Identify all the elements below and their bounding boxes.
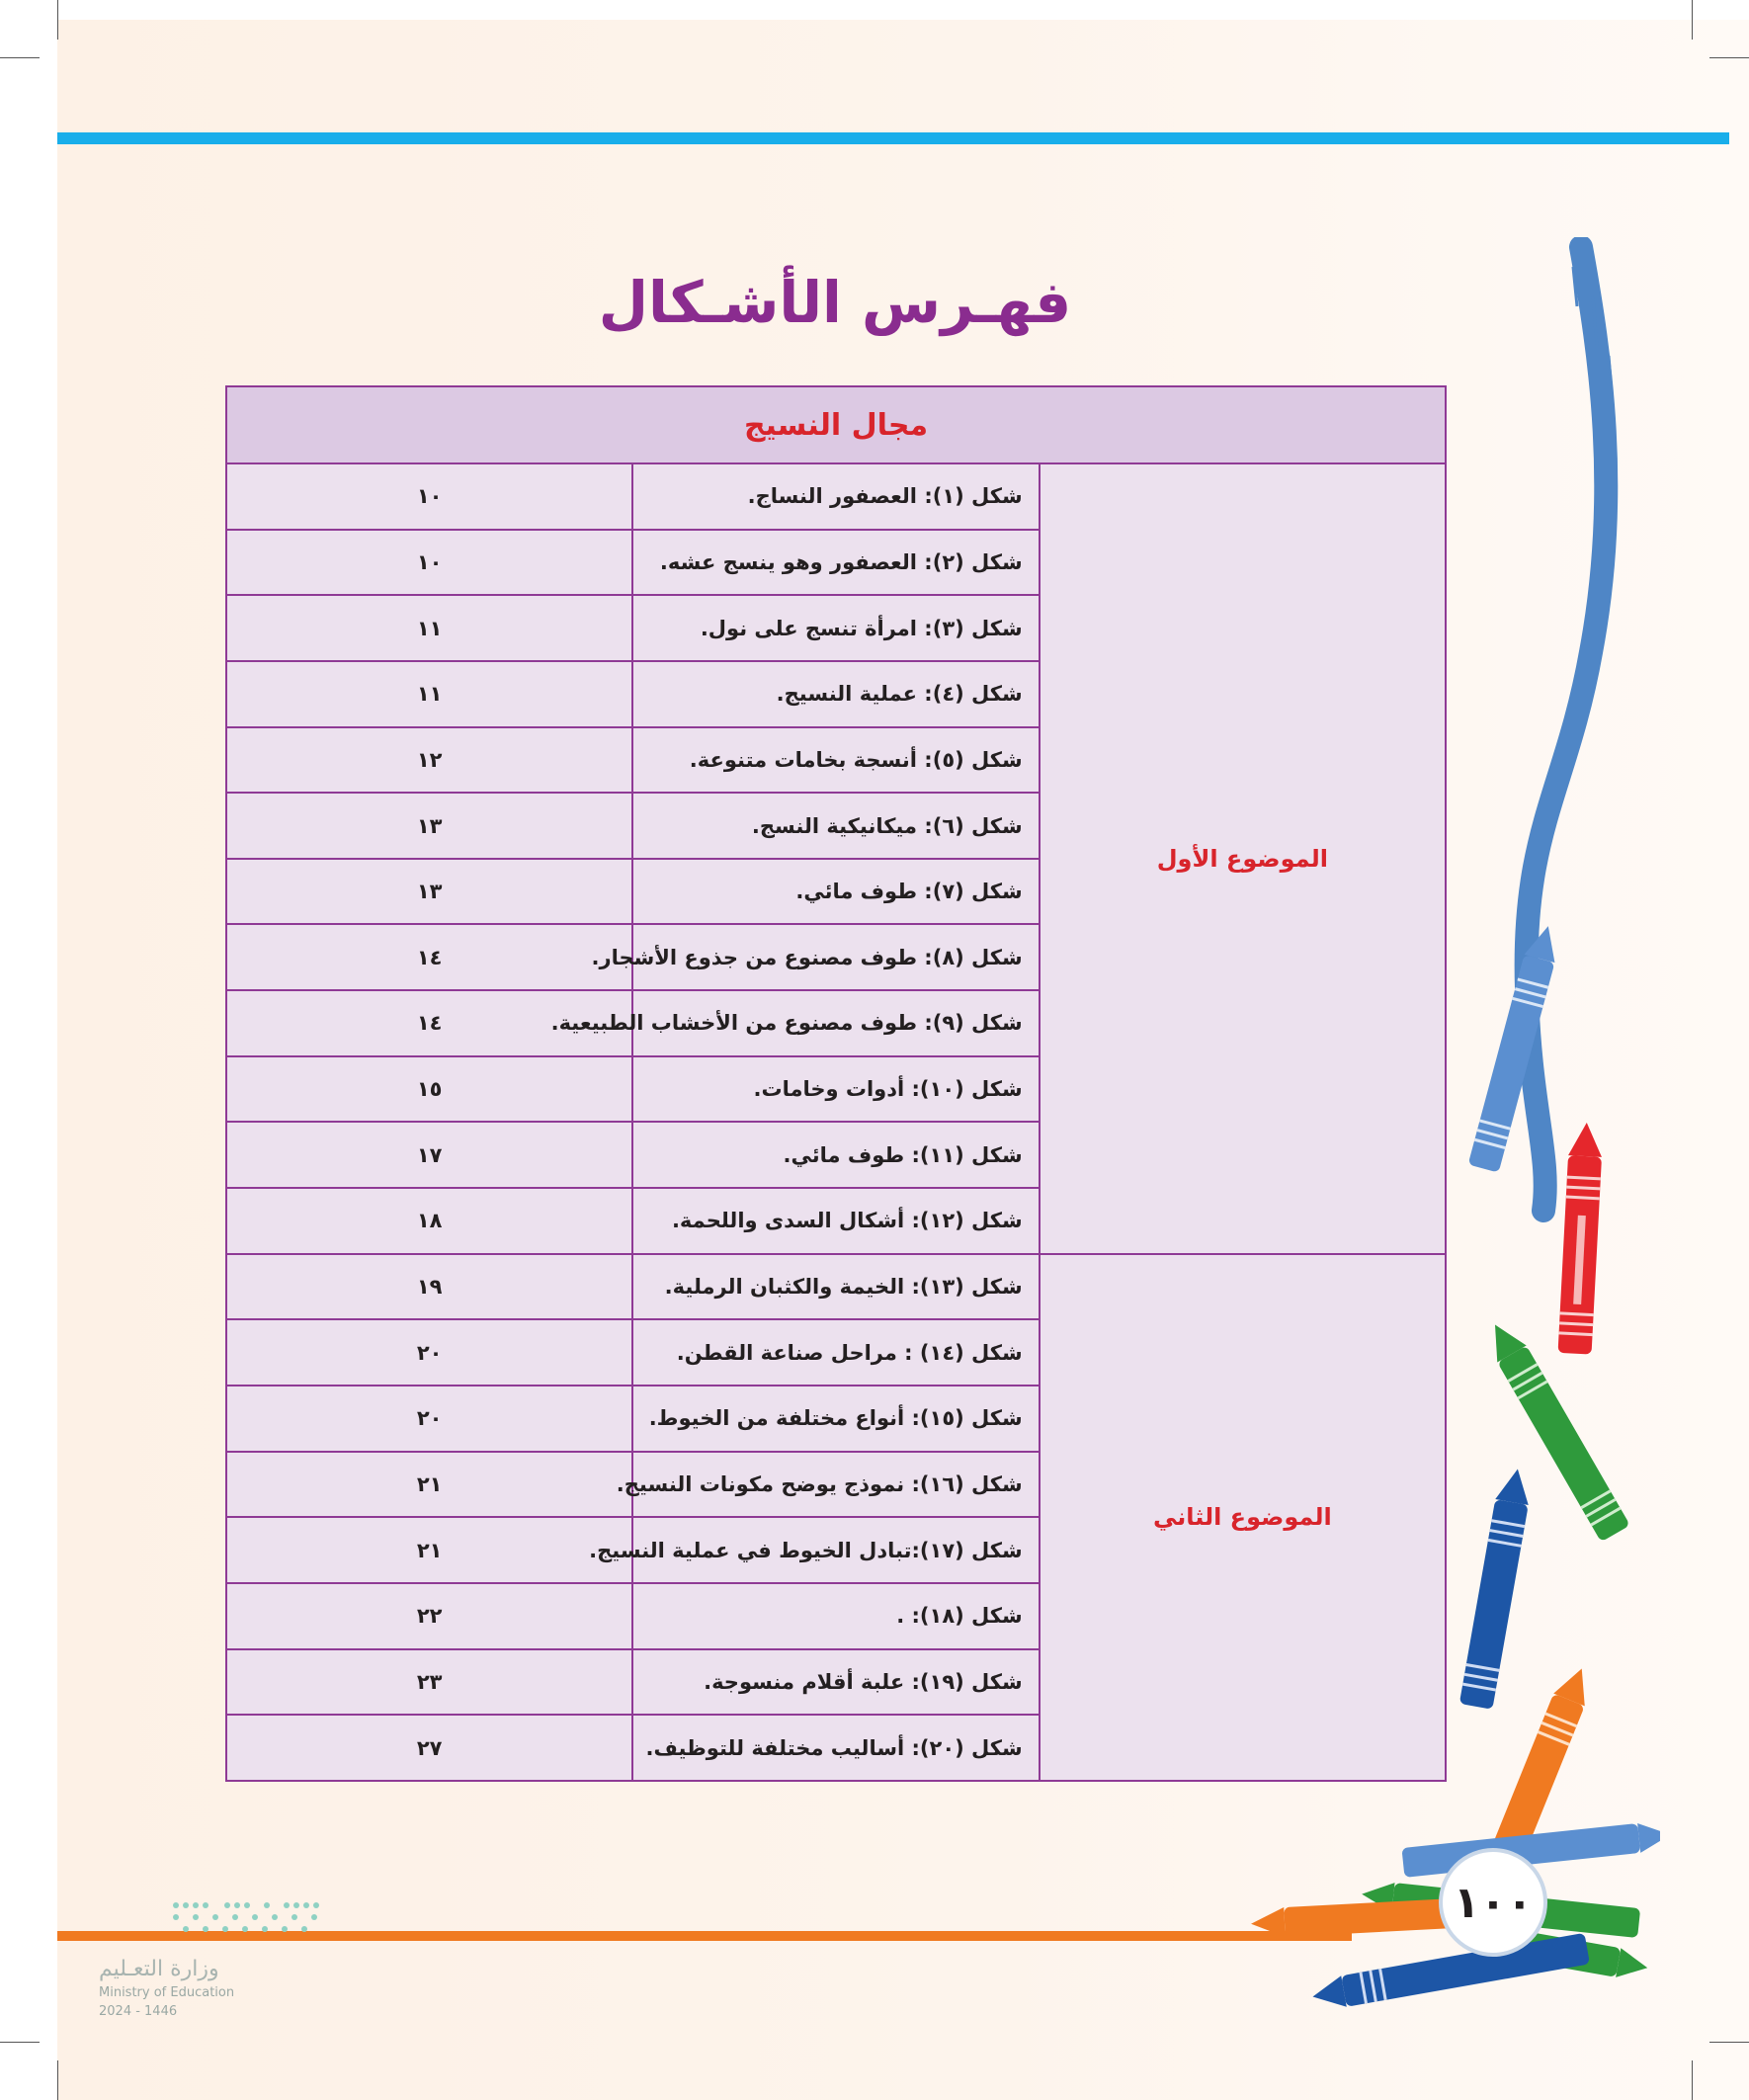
figure-caption: شكل (٢٠): أساليب مختلفة للتوظيف. [632, 1715, 1039, 1781]
figure-caption: شكل (١٩): علبة أقلام منسوجة. [632, 1649, 1039, 1716]
figure-caption: شكل (٩): طوف مصنوع من الأخشاب الطبيعية. [632, 990, 1039, 1056]
crop-mark [0, 2042, 40, 2043]
ministry-logo-icon [168, 1895, 326, 1943]
top-blue-rule [57, 132, 1729, 144]
crop-mark [1709, 2042, 1749, 2043]
figure-caption: شكل (٨): طوف مصنوع من جذوع الأشجار. [632, 924, 1039, 990]
topic-label: الموضوع الأول [1040, 463, 1446, 1254]
page-ref: ١٠ [226, 463, 632, 530]
dark-blue-crayon [1459, 1467, 1535, 1710]
crop-mark [57, 0, 58, 40]
ministry-name-ar: وزارة التعـليم [99, 1957, 219, 1981]
page-ref: ١١ [226, 595, 632, 661]
page-number: ١٠٠ [1439, 1848, 1547, 1957]
figure-caption: شكل (١٥): أنواع مختلفة من الخيوط. [632, 1386, 1039, 1452]
page-ref: ١١ [226, 661, 632, 727]
crop-mark [57, 2060, 58, 2100]
crop-mark [1709, 57, 1749, 58]
page-ref: ١٥ [226, 1056, 632, 1123]
figure-caption: شكل (١٢): أشكال السدى واللحمة. [632, 1188, 1039, 1254]
page-ref: ١٣ [226, 793, 632, 859]
figure-caption: شكل (١٠): أدوات وخامات. [632, 1056, 1039, 1123]
figure-caption: شكل (١٣): الخيمة والكثبان الرملية. [632, 1254, 1039, 1320]
page-ref: ٢١ [226, 1452, 632, 1518]
figure-caption: شكل (١٦): نموذج يوضح مكونات النسيج. [632, 1452, 1039, 1518]
figure-caption: شكل (٢): العصفور وهو ينسج عشه. [632, 530, 1039, 596]
page-ref: ١٤ [226, 990, 632, 1056]
red-crayon [1558, 1122, 1604, 1354]
figure-caption: شكل (١٧):تبادل الخيوط في عملية النسيج. [632, 1517, 1039, 1583]
paint-stroke [1527, 247, 1607, 1211]
figure-caption: شكل (٤): عملية النسيج. [632, 661, 1039, 727]
page-ref: ٢٠ [226, 1386, 632, 1452]
figure-caption: شكل (١٤) : مراحل صناعة القطن. [632, 1319, 1039, 1386]
figure-caption: شكل (١٨): . [632, 1583, 1039, 1649]
ministry-footer [99, 1957, 306, 2019]
edition-year: 2024 - 1446 [99, 2004, 178, 2019]
figure-caption: شكل (٣): امرأة تنسج على نول. [632, 595, 1039, 661]
figure-caption: شكل (٧): طوف مائي. [632, 859, 1039, 925]
page-title: فهـرس الأشـكال [598, 269, 1072, 336]
page-ref: ٢٢ [226, 1583, 632, 1649]
crop-mark [1692, 0, 1693, 40]
page-ref: ٢١ [226, 1517, 632, 1583]
page-ref: ١٢ [226, 727, 632, 794]
page-ref: ٢٣ [226, 1649, 632, 1716]
ministry-name-en: Ministry of Education [99, 1985, 235, 2000]
page-ref: ١٨ [226, 1188, 632, 1254]
page-ref: ١٤ [226, 924, 632, 990]
page-ref: ١٩ [226, 1254, 632, 1320]
page-ref: ١٧ [226, 1122, 632, 1188]
figure-caption: شكل (٦): ميكانيكية النسج. [632, 793, 1039, 859]
figure-caption: شكل (٥): أنسجة بخامات متنوعة. [632, 727, 1039, 794]
page-ref: ١٠ [226, 530, 632, 596]
figure-caption: شكل (١١): طوف مائي. [632, 1122, 1039, 1188]
pile-dark-blue-crayon [1310, 1933, 1590, 2012]
page-ref: ٢٧ [226, 1715, 632, 1781]
page-ref: ١٣ [226, 859, 632, 925]
table-header: مجال النسيج [226, 386, 1446, 463]
topic-label: الموضوع الثاني [1040, 1254, 1446, 1781]
crayons-illustration [1225, 237, 1660, 2056]
crop-mark [0, 57, 40, 58]
page-ref: ٢٠ [226, 1319, 632, 1386]
crop-mark [1692, 2060, 1693, 2100]
figure-caption: شكل (١): العصفور النساج. [632, 463, 1039, 530]
